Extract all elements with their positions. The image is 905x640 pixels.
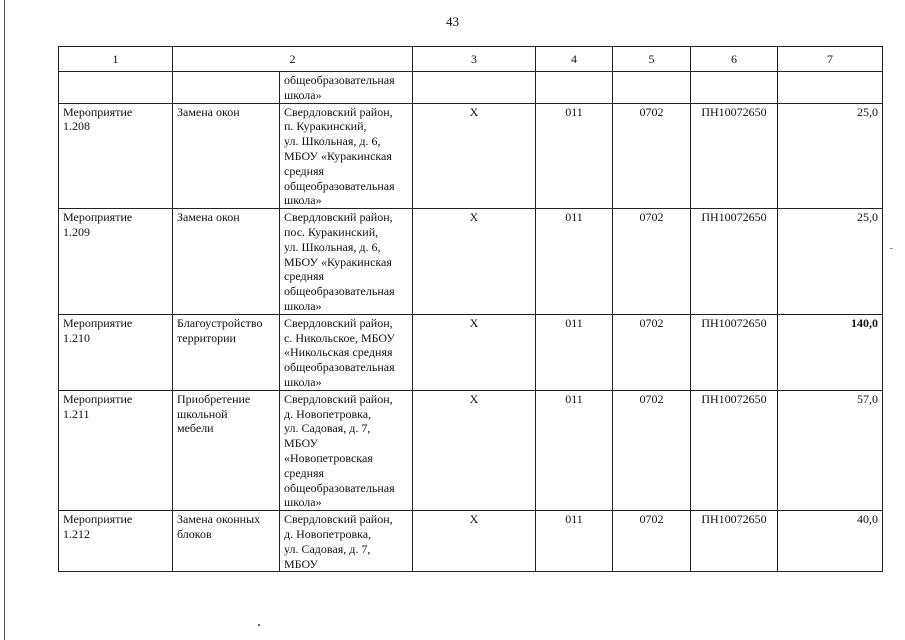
measure-cell: Мероприятие 1.210	[59, 314, 173, 390]
target-article-cell	[691, 72, 778, 104]
marker-cell: X	[413, 103, 536, 209]
work-type-cell: Замена оконных блоков	[173, 511, 280, 572]
marker-cell: X	[413, 314, 536, 390]
table-row	[59, 72, 883, 104]
section-cell: 0702	[613, 511, 691, 572]
work-type-cell: Замена окон	[173, 209, 280, 315]
target-article-cell: ПН10072650	[691, 390, 778, 510]
table-header-row	[59, 47, 883, 72]
amount-cell: 40,0	[778, 511, 883, 572]
marker-cell: X	[413, 511, 536, 572]
measure-cell: Мероприятие 1.212	[59, 511, 173, 572]
amount-cell: 25,0	[778, 209, 883, 315]
budget-table	[58, 46, 883, 572]
header-cell: 3	[413, 47, 536, 72]
table-row	[59, 390, 883, 510]
address-cell: Свердловский район, п. Куракинский, ул. Школьная, д. 6, МБОУ «Куракинская средняя общеобразовательная школа»	[280, 103, 413, 209]
code-cell: 011	[536, 511, 613, 572]
table-row	[59, 209, 883, 315]
amount-cell: 25,0	[778, 103, 883, 209]
header-cell: 4	[536, 47, 613, 72]
page-number: 43	[446, 14, 459, 29]
header-cell: 6	[691, 47, 778, 72]
amount-cell	[778, 72, 883, 104]
section-cell: 0702	[613, 209, 691, 315]
code-cell: 011	[536, 314, 613, 390]
address-cell: Свердловский район, пос. Куракинский, ул. Школьная, д. 6, МБОУ «Куракинская средняя общеобразовательная школа»	[280, 209, 413, 315]
code-cell: 011	[536, 390, 613, 510]
address-cell: Свердловский район, д. Новопетровка, ул. Садовая, д. 7, МБОУ	[280, 511, 413, 572]
target-article-cell: ПН10072650	[691, 209, 778, 315]
target-article-cell: ПН10072650	[691, 314, 778, 390]
section-cell: 0702	[613, 390, 691, 510]
scan-edge-mark	[890, 248, 893, 249]
measure-cell: Мероприятие 1.211	[59, 390, 173, 510]
code-cell	[536, 72, 613, 104]
marker-cell: X	[413, 390, 536, 510]
table-row	[59, 103, 883, 209]
header-cell: 5	[613, 47, 691, 72]
scan-speck	[258, 624, 260, 626]
measure-cell: Мероприятие 1.208	[59, 103, 173, 209]
address-cell: Свердловский район, д. Новопетровка, ул. Садовая, д. 7, МБОУ «Новопетровская средняя общеобразовательная школа»	[280, 390, 413, 510]
target-article-cell: ПН10072650	[691, 103, 778, 209]
address-cell: общеобразовательная школа»	[280, 72, 413, 104]
section-cell: 0702	[613, 314, 691, 390]
amount-cell: 57,0	[778, 390, 883, 510]
measure-cell: Мероприятие 1.209	[59, 209, 173, 315]
header-cell: 1	[59, 47, 173, 72]
header-cell: 7	[778, 47, 883, 72]
code-cell: 011	[536, 103, 613, 209]
measure-cell	[59, 72, 173, 104]
work-type-cell	[173, 72, 280, 104]
amount-cell: 140,0	[778, 314, 883, 390]
address-cell: Свердловский район, с. Никольское, МБОУ «Никольская средняя общеобразовательная школа»	[280, 314, 413, 390]
work-type-cell: Приобретение школьной мебели	[173, 390, 280, 510]
table-row	[59, 314, 883, 390]
section-cell: 0702	[613, 103, 691, 209]
marker-cell	[413, 72, 536, 104]
code-cell: 011	[536, 209, 613, 315]
work-type-cell: Замена окон	[173, 103, 280, 209]
table-row	[59, 511, 883, 572]
section-cell	[613, 72, 691, 104]
target-article-cell: ПН10072650	[691, 511, 778, 572]
page-left-edge-line	[4, 0, 5, 640]
marker-cell: X	[413, 209, 536, 315]
header-cell: 2	[173, 47, 413, 72]
work-type-cell: Благоустройство территории	[173, 314, 280, 390]
